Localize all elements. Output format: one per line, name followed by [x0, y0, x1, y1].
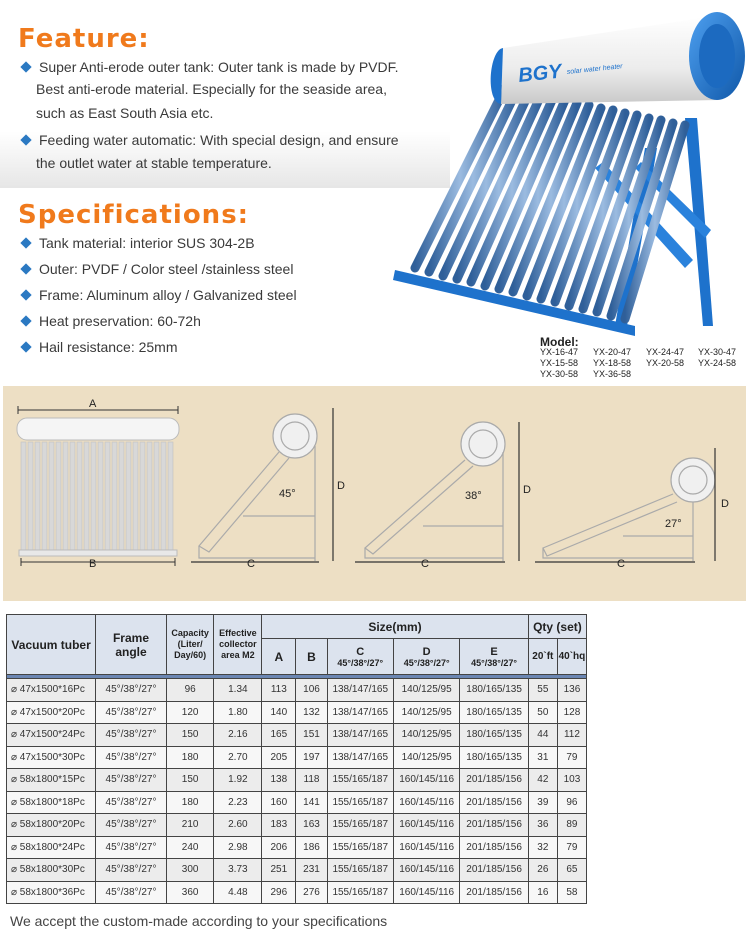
table-cell-area: 4.48 — [214, 881, 262, 904]
table-row — [7, 769, 587, 792]
col-header-c: C 45°/38°/27° — [327, 639, 393, 675]
table-cell-angle: 45°/38°/27° — [96, 701, 167, 724]
table-cell-ft20: 50 — [528, 701, 557, 724]
table-cell-ft20: 44 — [528, 724, 557, 747]
table-cell-hq40: 79 — [557, 836, 586, 859]
model-item: YX-30-47 — [698, 347, 737, 357]
table-cell-a: 160 — [262, 791, 296, 814]
table-cell-tube: ⌀ 58x1800*24Pc — [7, 836, 96, 859]
model-item: YX-36-58 — [593, 369, 632, 379]
table-cell-a: 140 — [262, 701, 296, 724]
table-cell-ft20: 42 — [528, 769, 557, 792]
angle-label-45: 45° — [279, 488, 296, 500]
model-item: YX-16-47 — [540, 347, 579, 357]
table-cell-hq40: 89 — [557, 814, 586, 837]
col-header-b: B — [296, 639, 327, 675]
spec-item-3: Frame: Aluminum alloy / Galvanized steel — [22, 285, 297, 306]
diamond-bullet-icon — [20, 237, 31, 248]
table-cell-angle: 45°/38°/27° — [96, 836, 167, 859]
table-cell-hq40: 79 — [557, 746, 586, 769]
table-cell-area: 2.23 — [214, 791, 262, 814]
table-cell-cap: 210 — [166, 814, 214, 837]
table-cell-area: 2.98 — [214, 836, 262, 859]
table-cell-d: 160/145/116 — [393, 859, 459, 882]
table-cell-b: 231 — [296, 859, 327, 882]
model-title: Model: — [540, 335, 579, 349]
table-cell-area: 2.60 — [214, 814, 262, 837]
table-cell-cap: 240 — [166, 836, 214, 859]
table-row — [7, 701, 587, 724]
dim-label-d: D — [337, 480, 345, 492]
table-cell-a: 251 — [262, 859, 296, 882]
table-cell-b: 163 — [296, 814, 327, 837]
spec-item-1: Tank material: interior SUS 304-2B — [22, 233, 255, 254]
table-cell-c: 155/165/187 — [327, 836, 393, 859]
dim-label-d: D — [523, 484, 531, 496]
table-cell-e: 180/165/135 — [460, 701, 528, 724]
table-cell-cap: 360 — [166, 881, 214, 904]
diamond-bullet-icon — [20, 134, 31, 145]
specifications-title: Specifications: — [18, 200, 250, 230]
table-cell-tube: ⌀ 58x1800*30Pc — [7, 859, 96, 882]
feature-item-1-cont-2: such as East South Asia etc. — [36, 105, 214, 121]
table-cell-b: 197 — [296, 746, 327, 769]
table-cell-c: 155/165/187 — [327, 859, 393, 882]
angle-label-27: 27° — [665, 518, 682, 530]
table-cell-b: 276 — [296, 881, 327, 904]
table-cell-area: 1.34 — [214, 679, 262, 702]
table-cell-angle: 45°/38°/27° — [96, 859, 167, 882]
dim-label-b: B — [89, 558, 97, 570]
col-header-40hq: 40`hq — [557, 639, 586, 675]
dim-label-c: C — [247, 558, 255, 570]
table-cell-hq40: 103 — [557, 769, 586, 792]
spec-item-4: Heat preservation: 60-72h — [22, 311, 201, 332]
table-cell-tube: ⌀ 47x1500*30Pc — [7, 746, 96, 769]
model-item: YX-24-58 — [698, 358, 737, 368]
table-cell-c: 138/147/165 — [327, 701, 393, 724]
table-row — [7, 746, 587, 769]
table-cell-tube: ⌀ 47x1500*20Pc — [7, 701, 96, 724]
diamond-bullet-icon — [20, 315, 31, 326]
table-cell-d: 140/125/95 — [393, 679, 459, 702]
table-cell-d: 160/145/116 — [393, 881, 459, 904]
table-cell-angle: 45°/38°/27° — [96, 679, 167, 702]
table-cell-tube: ⌀ 58x1800*36Pc — [7, 881, 96, 904]
table-cell-angle: 45°/38°/27° — [96, 724, 167, 747]
table-cell-b: 106 — [296, 679, 327, 702]
col-header-capacity: Capacity (Liter/ Day/60) — [166, 615, 214, 675]
table-row — [7, 859, 587, 882]
diamond-bullet-icon — [20, 61, 31, 72]
table-cell-e: 201/185/156 — [460, 769, 528, 792]
dim-label-d: D — [721, 498, 729, 510]
diamond-bullet-icon — [20, 263, 31, 274]
table-cell-c: 155/165/187 — [327, 814, 393, 837]
col-header-a: A — [262, 639, 296, 675]
table-cell-a: 113 — [262, 679, 296, 702]
front-view-diagram — [17, 406, 179, 566]
dim-label-a: A — [89, 398, 97, 410]
table-cell-cap: 150 — [166, 724, 214, 747]
col-header-d: D 45°/38°/27° — [393, 639, 459, 675]
table-cell-b: 151 — [296, 724, 327, 747]
table-cell-d: 140/125/95 — [393, 746, 459, 769]
table-cell-angle: 45°/38°/27° — [96, 791, 167, 814]
table-cell-d: 140/125/95 — [393, 724, 459, 747]
table-cell-hq40: 96 — [557, 791, 586, 814]
table-cell-b: 141 — [296, 791, 327, 814]
table-cell-e: 201/185/156 — [460, 881, 528, 904]
table-row — [7, 881, 587, 904]
feature-item-1: Super Anti-erode outer tank: Outer tank is made by PVDF. — [22, 57, 399, 78]
table-row — [7, 836, 587, 859]
table-cell-hq40: 136 — [557, 679, 586, 702]
table-cell-ft20: 55 — [528, 679, 557, 702]
table-row — [7, 791, 587, 814]
table-cell-tube: ⌀ 58x1800*18Pc — [7, 791, 96, 814]
col-header-20ft: 20`ft — [528, 639, 557, 675]
feature-item-1-cont-1: Best anti-erode material. Especially for the seaside area, — [36, 81, 387, 97]
table-cell-ft20: 32 — [528, 836, 557, 859]
diamond-bullet-icon — [20, 289, 31, 300]
table-cell-tube: ⌀ 58x1800*20Pc — [7, 814, 96, 837]
col-header-vacuum-tuber: Vacuum tuber — [7, 615, 96, 675]
brand-subtitle: solar water heater — [566, 63, 623, 76]
side-view-27-diagram — [535, 448, 715, 562]
brand-logo: BGY — [517, 60, 563, 87]
table-cell-c: 138/147/165 — [327, 746, 393, 769]
table-cell-e: 201/185/156 — [460, 814, 528, 837]
table-cell-cap: 180 — [166, 791, 214, 814]
feature-item-2: Feeding water automatic: With special design, and ensure — [22, 130, 399, 151]
table-cell-c: 155/165/187 — [327, 881, 393, 904]
table-cell-e: 201/185/156 — [460, 836, 528, 859]
table-cell-ft20: 26 — [528, 859, 557, 882]
table-row — [7, 724, 587, 747]
table-cell-hq40: 65 — [557, 859, 586, 882]
table-cell-a: 206 — [262, 836, 296, 859]
angle-label-38: 38° — [465, 490, 482, 502]
table-cell-tube: ⌀ 47x1500*24Pc — [7, 724, 96, 747]
dimension-diagrams — [3, 386, 746, 601]
col-header-collector-area: Effective collector area M2 — [214, 615, 262, 675]
table-cell-c: 155/165/187 — [327, 769, 393, 792]
model-item: YX-20-58 — [646, 358, 685, 368]
model-item: YX-30-58 — [540, 369, 579, 379]
spec-item-2: Outer: PVDF / Color steel /stainless steel — [22, 259, 293, 280]
spec-item-5: Hail resistance: 25mm — [22, 337, 178, 358]
table-row — [7, 679, 587, 702]
table-cell-angle: 45°/38°/27° — [96, 881, 167, 904]
col-header-frame-angle: Frame angle — [96, 615, 167, 675]
table-cell-cap: 120 — [166, 701, 214, 724]
table-cell-tube: ⌀ 47x1500*16Pc — [7, 679, 96, 702]
dimension-diagram-panel — [3, 386, 746, 601]
side-view-45-diagram — [191, 408, 333, 562]
table-cell-c: 138/147/165 — [327, 724, 393, 747]
table-cell-angle: 45°/38°/27° — [96, 746, 167, 769]
table-cell-hq40: 128 — [557, 701, 586, 724]
diamond-bullet-icon — [20, 341, 31, 352]
table-cell-area: 2.70 — [214, 746, 262, 769]
table-row — [7, 814, 587, 837]
col-header-e: E 45°/38°/27° — [460, 639, 528, 675]
table-cell-d: 160/145/116 — [393, 814, 459, 837]
solar-water-heater-image — [385, 8, 749, 338]
table-cell-a: 138 — [262, 769, 296, 792]
model-item: YX-18-58 — [593, 358, 632, 368]
table-cell-b: 132 — [296, 701, 327, 724]
dim-label-c: C — [617, 558, 625, 570]
model-item: YX-24-47 — [646, 347, 685, 357]
table-cell-e: 180/165/135 — [460, 724, 528, 747]
table-cell-cap: 300 — [166, 859, 214, 882]
table-cell-d: 160/145/116 — [393, 836, 459, 859]
table-cell-e: 201/185/156 — [460, 791, 528, 814]
table-cell-b: 186 — [296, 836, 327, 859]
table-cell-a: 183 — [262, 814, 296, 837]
table-cell-e: 180/165/135 — [460, 746, 528, 769]
table-cell-c: 138/147/165 — [327, 679, 393, 702]
table-cell-b: 118 — [296, 769, 327, 792]
table-cell-cap: 150 — [166, 769, 214, 792]
side-view-38-diagram — [355, 422, 519, 562]
footer-note: We accept the custom-made according to your specifications — [10, 913, 388, 929]
table-cell-hq40: 58 — [557, 881, 586, 904]
table-cell-angle: 45°/38°/27° — [96, 769, 167, 792]
col-header-size: Size(mm) — [262, 615, 529, 639]
table-cell-a: 205 — [262, 746, 296, 769]
table-cell-cap: 180 — [166, 746, 214, 769]
table-cell-e: 201/185/156 — [460, 859, 528, 882]
table-cell-e: 180/165/135 — [460, 679, 528, 702]
table-cell-area: 2.16 — [214, 724, 262, 747]
table-cell-hq40: 112 — [557, 724, 586, 747]
table-cell-a: 296 — [262, 881, 296, 904]
table-cell-ft20: 39 — [528, 791, 557, 814]
table-cell-cap: 96 — [166, 679, 214, 702]
specification-table — [6, 614, 587, 904]
table-cell-tube: ⌀ 58x1800*15Pc — [7, 769, 96, 792]
col-header-qty: Qty (set) — [528, 615, 586, 639]
table-cell-d: 160/145/116 — [393, 791, 459, 814]
dim-label-c: C — [421, 558, 429, 570]
table-cell-a: 165 — [262, 724, 296, 747]
table-cell-d: 140/125/95 — [393, 701, 459, 724]
table-cell-ft20: 31 — [528, 746, 557, 769]
table-cell-area: 3.73 — [214, 859, 262, 882]
table-cell-ft20: 16 — [528, 881, 557, 904]
model-item: YX-15-58 — [540, 358, 579, 368]
feature-title: Feature: — [18, 24, 150, 54]
table-cell-ft20: 36 — [528, 814, 557, 837]
table-cell-d: 160/145/116 — [393, 769, 459, 792]
feature-item-2-cont: the outlet water at stable temperature. — [36, 155, 272, 171]
model-item: YX-20-47 — [593, 347, 632, 357]
table-cell-area: 1.92 — [214, 769, 262, 792]
table-cell-angle: 45°/38°/27° — [96, 814, 167, 837]
table-cell-c: 155/165/187 — [327, 791, 393, 814]
table-cell-area: 1.80 — [214, 701, 262, 724]
